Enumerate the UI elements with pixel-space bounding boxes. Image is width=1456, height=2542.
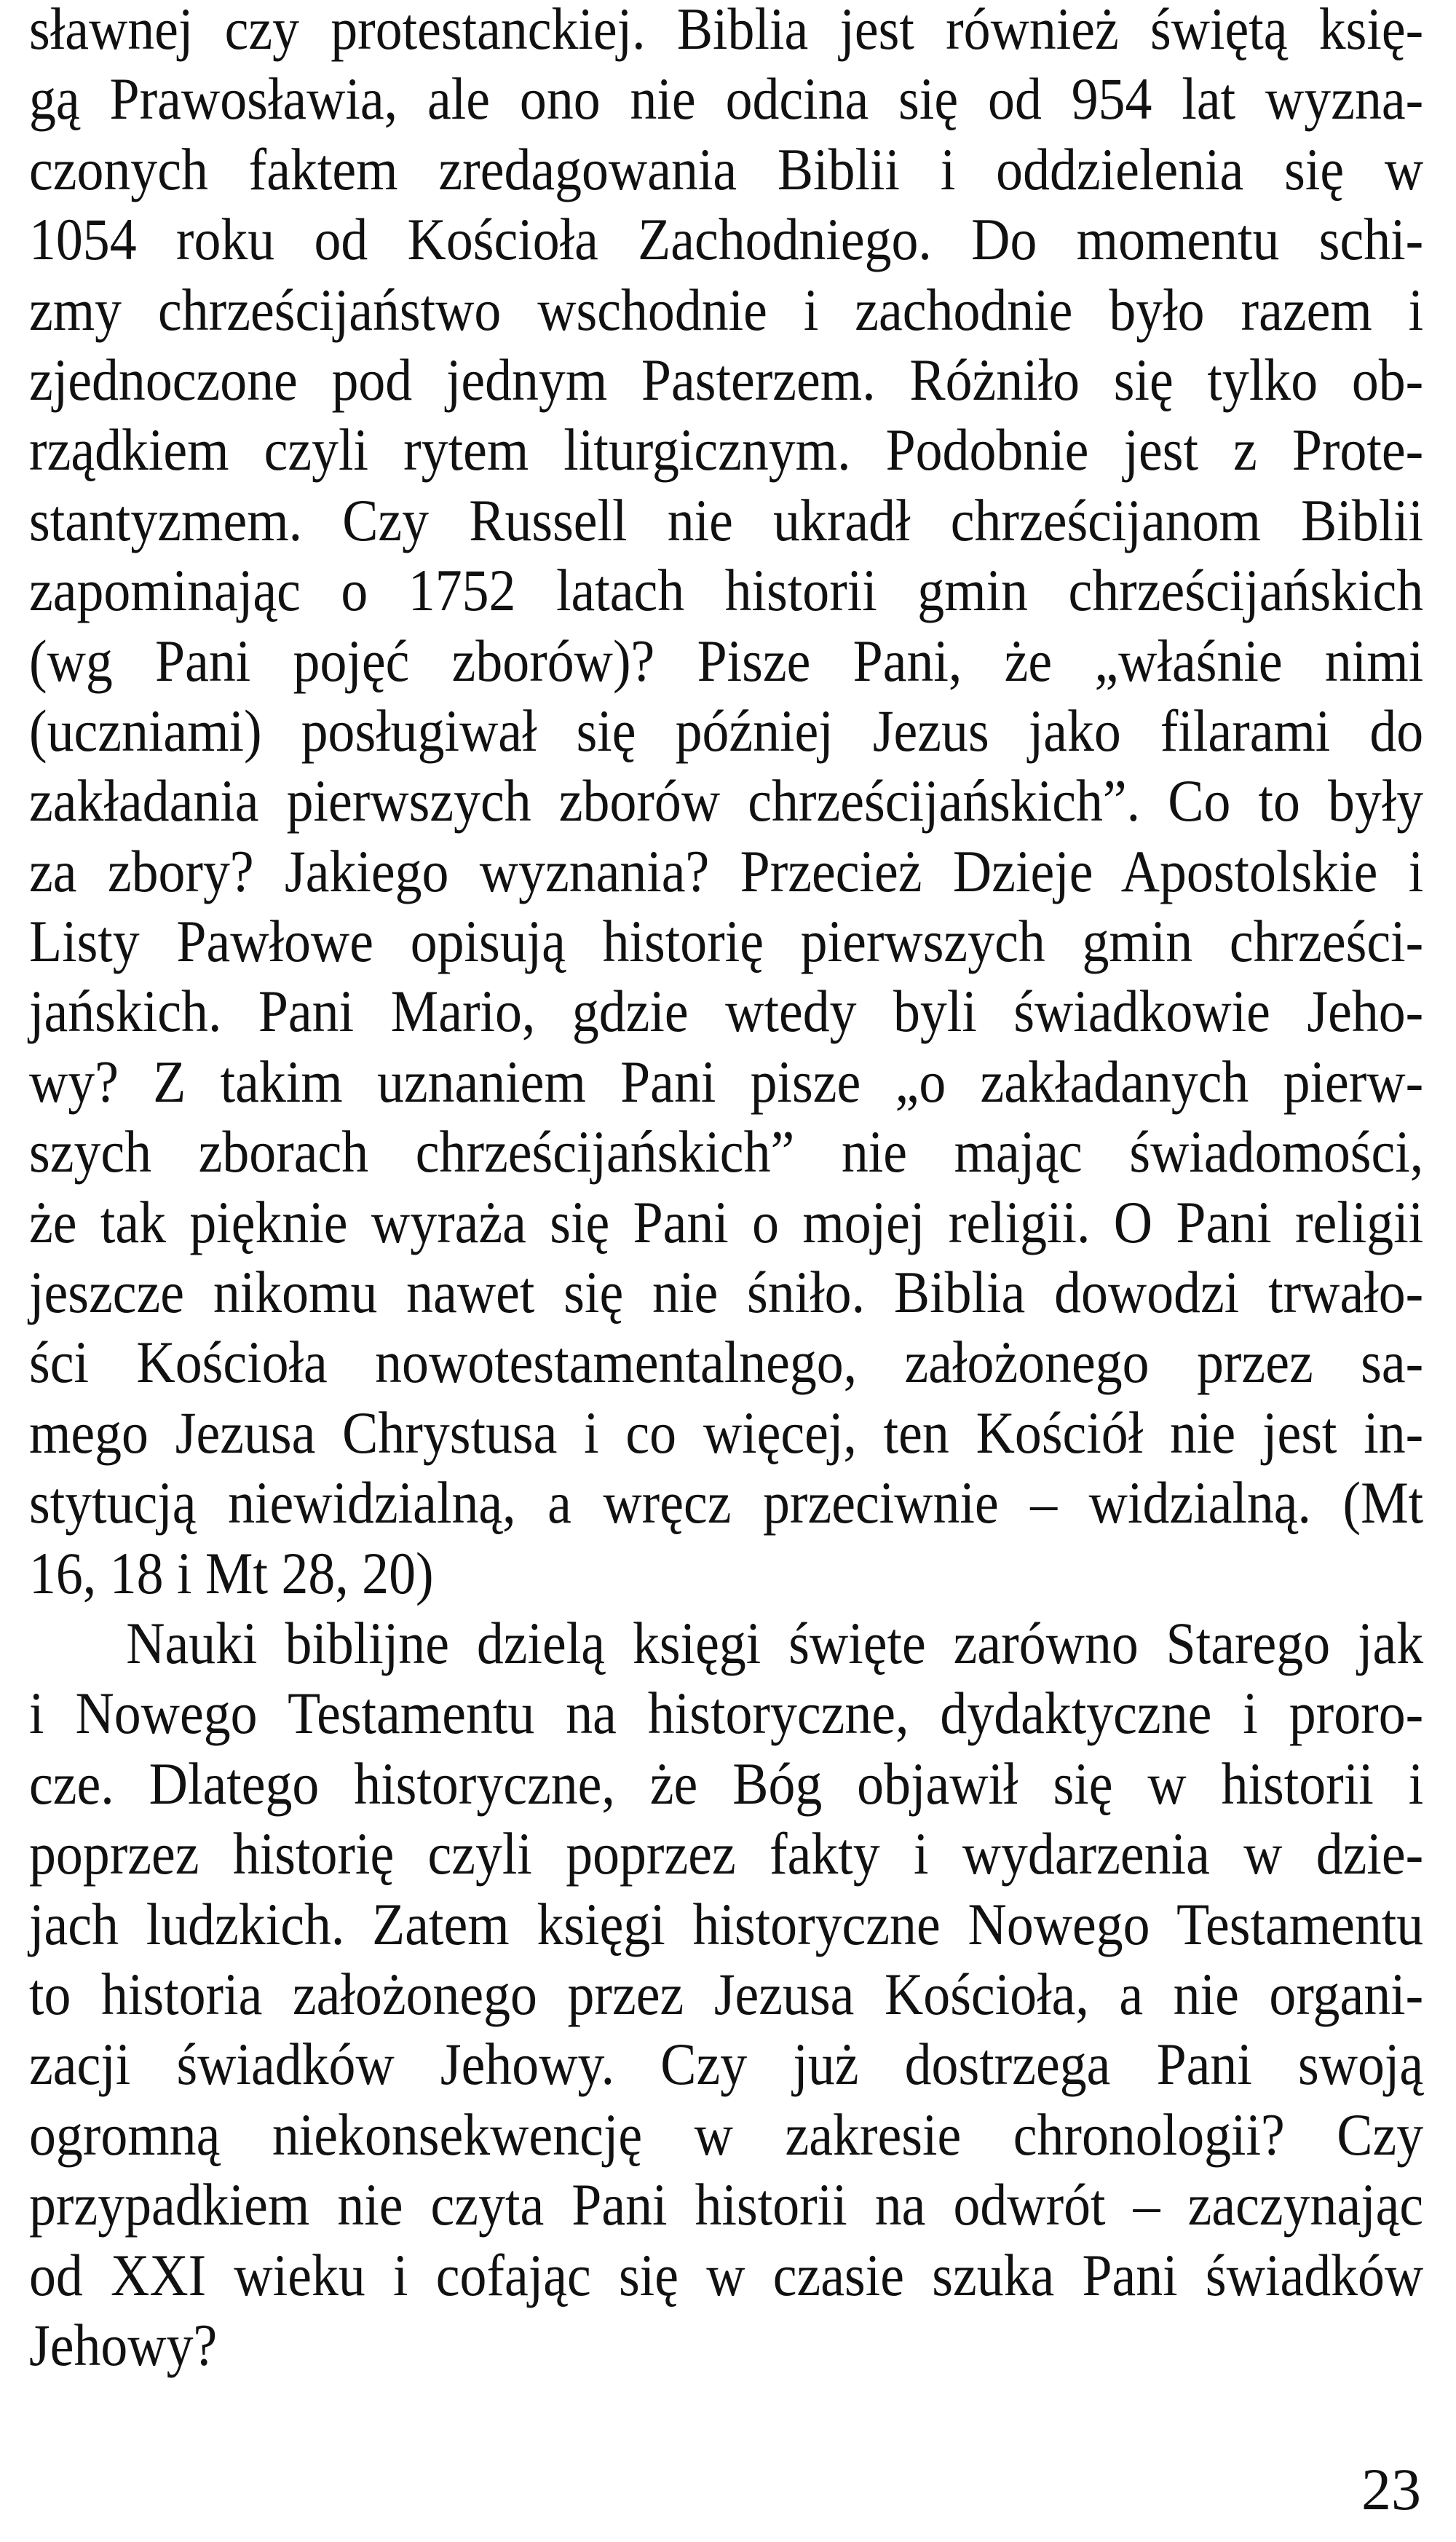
text-line: Jehowy?	[29, 2311, 218, 2378]
text-line: zjednoczone pod jednym Pasterzem. Różniło się tylko ob-	[29, 346, 1424, 413]
text-line: za zbory? Jakiego wyznania? Przecież Dzieje Apostolskie i	[29, 837, 1424, 904]
text-line: czonych faktem zredagowania Biblii i oddzielenia się w	[29, 135, 1424, 202]
text-line: ogromną niekonsekwencję w zakresie chronologii? Czy	[29, 2101, 1424, 2168]
text-line: jach ludzkich. Zatem księgi historyczne Nowego Testamentu	[29, 1890, 1424, 1957]
page-number: 23	[1361, 2456, 1421, 2522]
text-line: (uczniami) posługiwał się później Jezus jako filarami do	[29, 697, 1424, 764]
text-line: poprzez historię czyli poprzez fakty i wydarzenia w dzie-	[29, 1820, 1424, 1887]
text-line: cze. Dlatego historyczne, że Bóg objawił się w historii i	[29, 1750, 1424, 1817]
text-line: stantyzmem. Czy Russell nie ukradł chrześcijanom Biblii	[29, 486, 1424, 553]
text-line: szych zborach chrześcijańskich” nie mając świadomości,	[29, 1118, 1424, 1185]
text-line: 16, 18 i Mt 28, 20)	[29, 1539, 434, 1606]
text-line: stytucją niewidzialną, a wręcz przeciwnie – widzialną. (Mt	[29, 1469, 1424, 1536]
text-line: od XXI wieku i cofając się w czasie szuka Pani świadków	[29, 2241, 1424, 2308]
text-line: sławnej czy protestanckiej. Biblia jest również świętą księ-	[29, 0, 1424, 62]
text-line: zacji świadków Jehowy. Czy już dostrzega Pani swoją	[29, 2031, 1424, 2098]
text-line: Listy Pawłowe opisują historię pierwszych gmin chrześci-	[29, 908, 1424, 975]
text-line: zapominając o 1752 latach historii gmin chrześcijańskich	[29, 557, 1424, 624]
text-line: zakładania pierwszych zborów chrześcijańskich”. Co to były	[29, 767, 1424, 834]
text-line: mego Jezusa Chrystusa i co więcej, ten Kościół nie jest in-	[29, 1399, 1424, 1466]
text-line: (wg Pani pojęć zborów)? Pisze Pani, że „właśnie nimi	[29, 627, 1424, 694]
text-line: i Nowego Testamentu na historyczne, dydaktyczne i proro-	[29, 1680, 1424, 1747]
text-line: 1054 roku od Kościoła Zachodniego. Do momentu schi-	[29, 206, 1424, 273]
text-line: jańskich. Pani Mario, gdzie wtedy byli świadkowie Jeho-	[29, 978, 1424, 1045]
text-line: wy? Z takim uznaniem Pani pisze „o zakładanych pierw-	[29, 1048, 1424, 1115]
text-line: jeszcze nikomu nawet się nie śniło. Biblia dowodzi trwało-	[29, 1259, 1424, 1326]
page-body-text	[29, 0, 1423, 2380]
text-line: gą Prawosławia, ale ono nie odcina się od 954 lat wyzna-	[29, 66, 1424, 133]
text-line: że tak pięknie wyraża się Pani o mojej religii. O Pani religii	[29, 1188, 1424, 1255]
text-line: rządkiem czyli rytem liturgicznym. Podobnie jest z Prote-	[29, 417, 1424, 483]
text-line: Nauki biblijne dzielą księgi święte zarówno Starego jak	[126, 1609, 1424, 1676]
text-line: to historia założonego przez Jezusa Kościoła, a nie organi-	[29, 1960, 1424, 2027]
text-line: przypadkiem nie czyta Pani historii na odwrót – zaczynając	[29, 2171, 1424, 2238]
text-line: zmy chrześcijaństwo wschodnie i zachodnie było razem i	[29, 276, 1424, 343]
text-line: ści Kościoła nowotestamentalnego, założonego przez sa-	[29, 1329, 1424, 1396]
